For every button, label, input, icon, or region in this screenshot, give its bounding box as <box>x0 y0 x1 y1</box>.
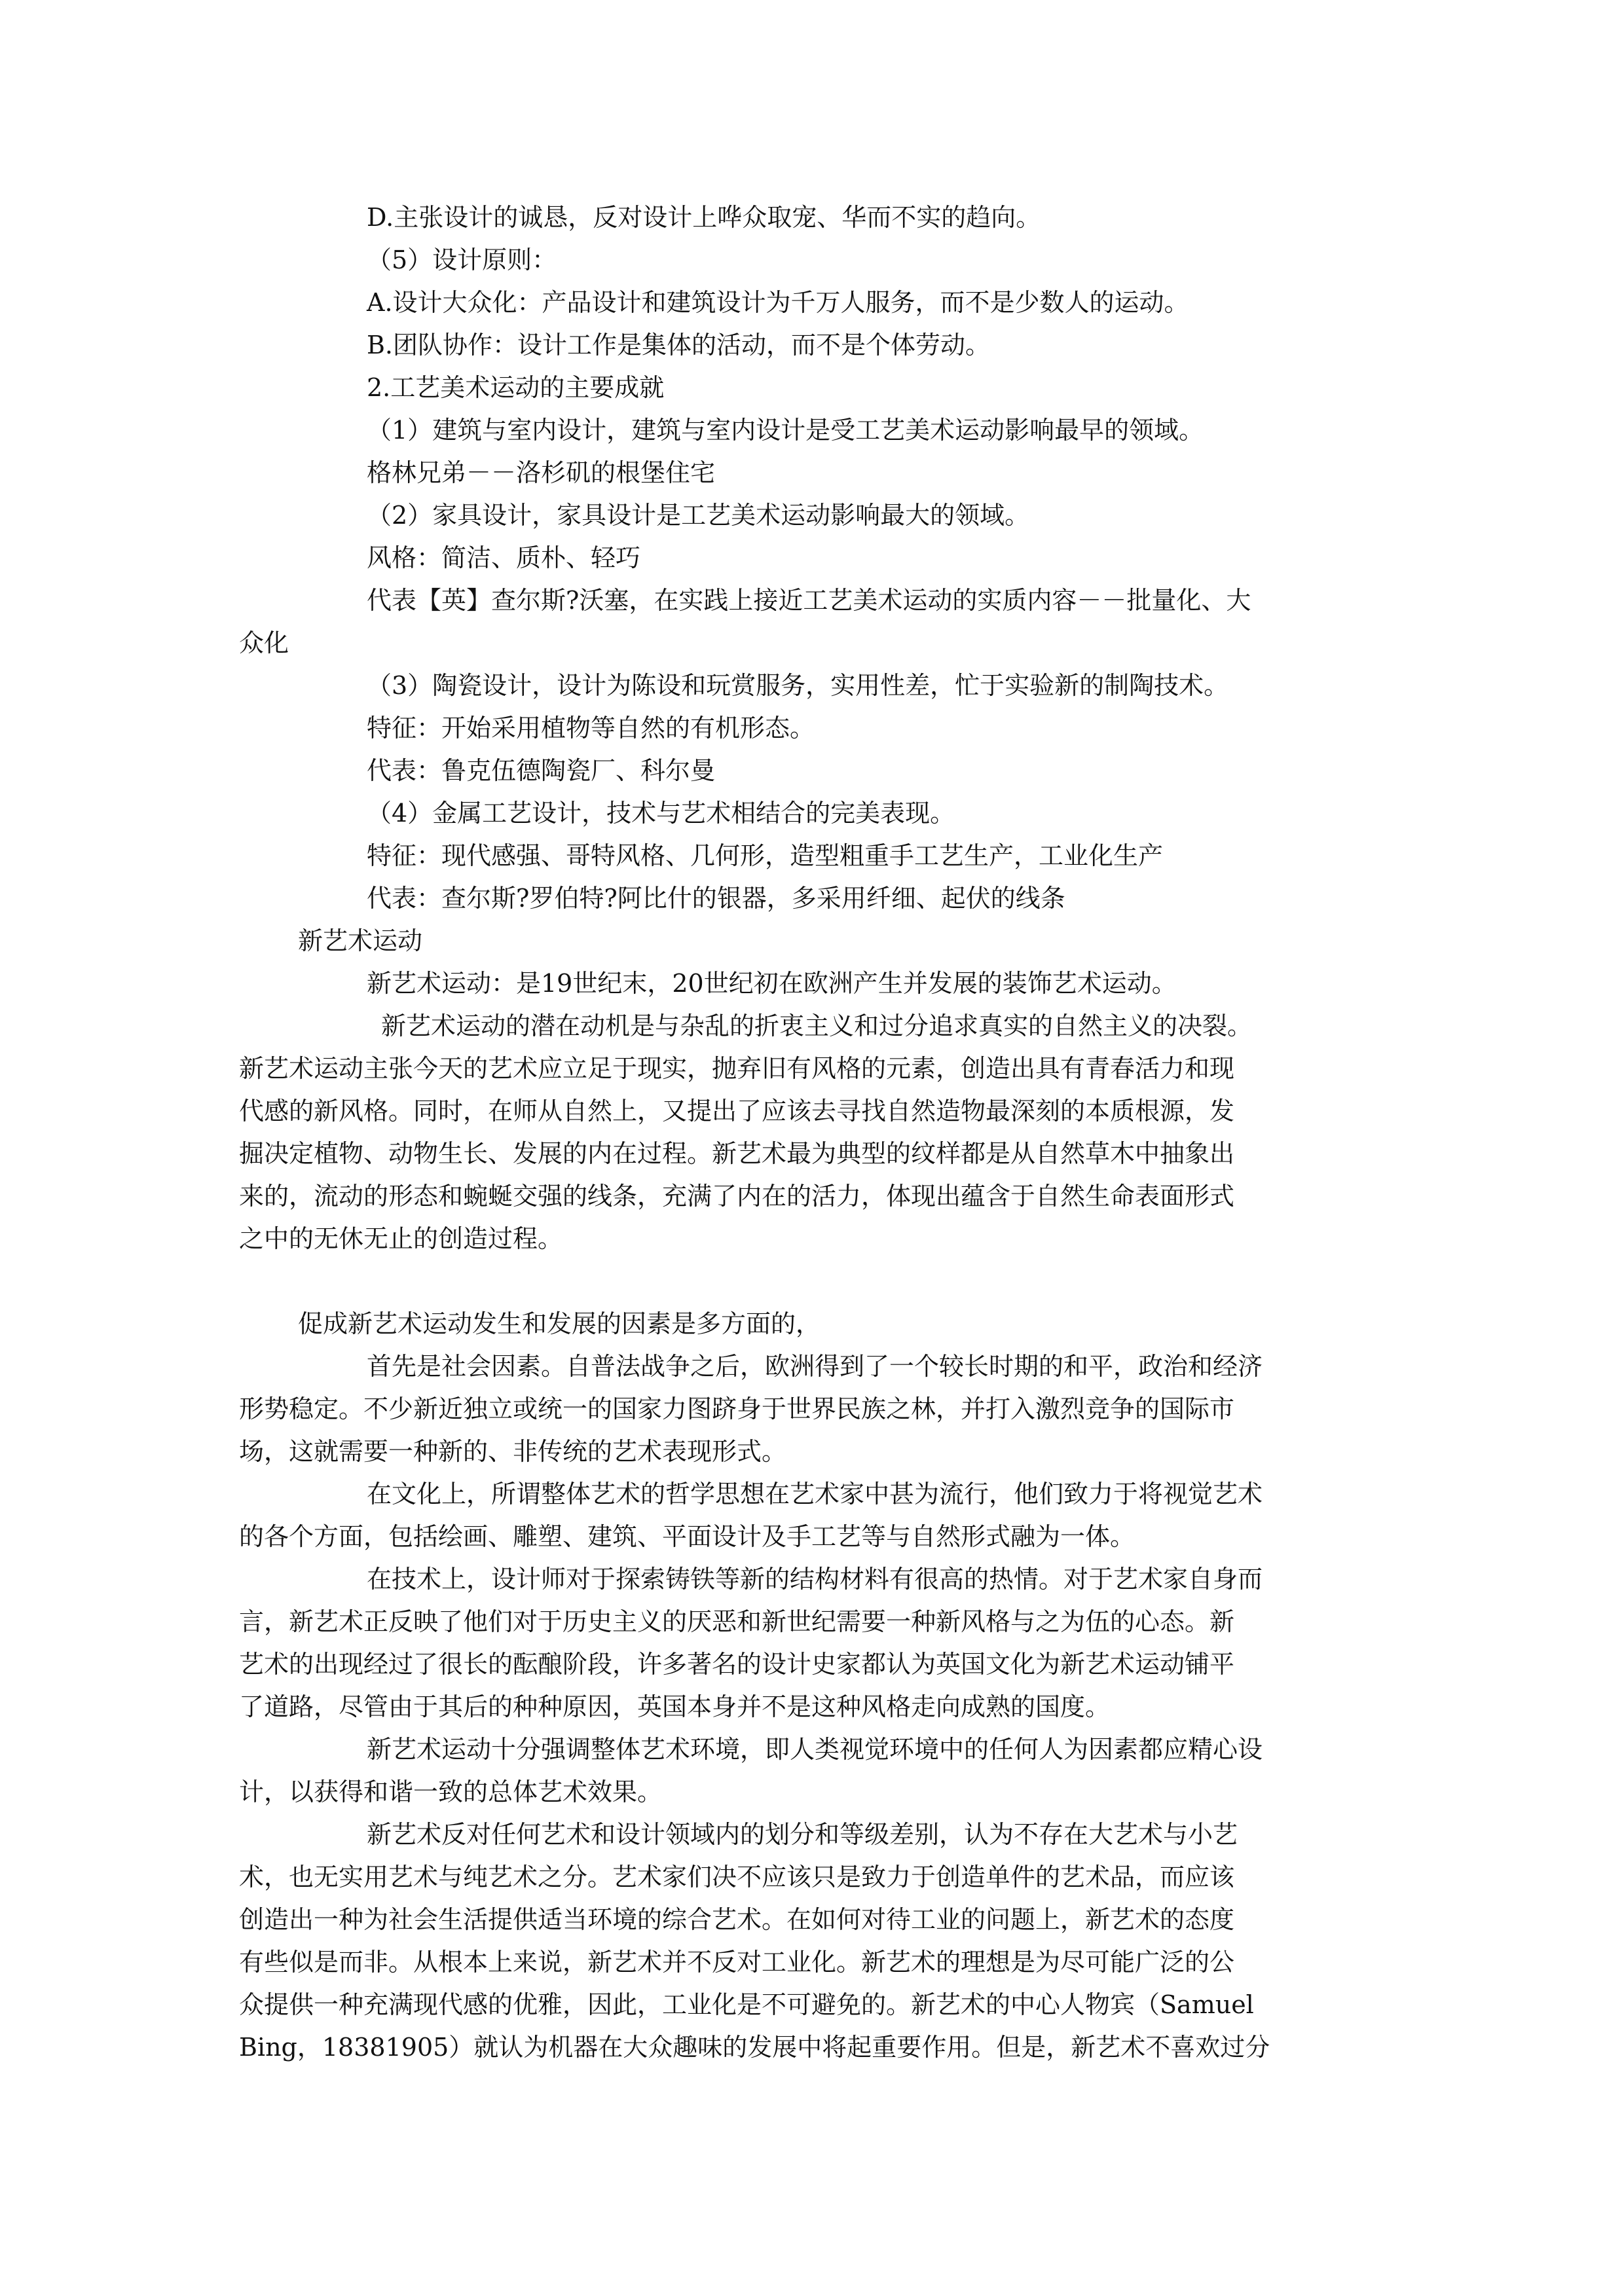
text-line: 首先是社会因素。自普法战争之后，欧洲得到了一个较长时期的和平，政治和经济 <box>367 1352 1263 1381</box>
text-line: 众提供一种充满现代感的优雅，因此，工业化是不可避免的。新艺术的中心人物宾（Samuel <box>239 1990 1254 2019</box>
text-line: 新艺术运动主张今天的艺术应立足于现实，抛弃旧有风格的元素，创造出具有青春活力和现 <box>239 1054 1235 1083</box>
text-line: 掘决定植物、动物生长、发展的内在过程。新艺术最为典型的纹样都是从自然草木中抽象出 <box>239 1139 1235 1168</box>
text-line: 代表【英】查尔斯?沃塞，在实践上接近工艺美术运动的实质内容－－批量化、大 <box>367 586 1251 615</box>
text-line: （1）建筑与室内设计，建筑与室内设计是受工艺美术运动影响最早的领域。 <box>367 416 1204 445</box>
text-line: Bing，18381905）就认为机器在大众趣味的发展中将起重要作用。但是，新艺术不喜欢过分 <box>239 2033 1270 2062</box>
text-line: （4）金属工艺设计，技术与艺术相结合的完美表现。 <box>367 799 955 828</box>
text-line: 在文化上，所谓整体艺术的哲学思想在艺术家中甚为流行，他们致力于将视觉艺术 <box>367 1480 1263 1508</box>
text-line: 促成新艺术运动发生和发展的因素是多方面的， <box>298 1309 821 1338</box>
text-line: 来的，流动的形态和蜿蜒交强的线条，充满了内在的活力，体现出蕴含于自然生命表面形式 <box>239 1182 1235 1211</box>
text-line: B.团队协作：设计工作是集体的活动，而不是个体劳动。 <box>367 331 991 359</box>
text-line: 风格：简洁、质朴、轻巧 <box>367 543 641 572</box>
text-line: 言，新艺术正反映了他们对于历史主义的厌恶和新世纪需要一种新风格与之为伍的心态。新 <box>239 1607 1235 1636</box>
text-line: 新艺术反对任何艺术和设计领域内的划分和等级差别，认为不存在大艺术与小艺 <box>367 1820 1238 1849</box>
text-line: 特征：现代感强、哥特风格、几何形，造型粗重手工艺生产，工业化生产 <box>367 841 1164 870</box>
text-line: 在技术上，设计师对于探索铸铁等新的结构材料有很高的热情。对于艺术家自身而 <box>367 1565 1263 1594</box>
text-line: D.主张设计的诚恳，反对设计上哗众取宠、华而不实的趋向。 <box>367 203 1041 232</box>
text-line: 代表：鲁克伍德陶瓷厂、科尔曼 <box>367 756 716 785</box>
text-line: 创造出一种为社会生活提供适当环境的综合艺术。在如何对待工业的问题上，新艺术的态度 <box>239 1905 1235 1934</box>
text-line: 的各个方面，包括绘画、雕塑、建筑、平面设计及手工艺等与自然形式融为一体。 <box>239 1522 1135 1551</box>
text-line: 有些似是而非。从根本上来说，新艺术并不反对工业化。新艺术的理想是为尽可能广泛的公 <box>239 1948 1235 1977</box>
text-line: 众化 <box>239 629 289 657</box>
text-line: 艺术的出现经过了很长的酝酿阶段，许多著名的设计史家都认为英国文化为新艺术运动铺平 <box>239 1650 1235 1679</box>
text-line: （2）家具设计，家具设计是工艺美术运动影响最大的领域。 <box>367 501 1030 530</box>
text-line: 形势稳定。不少新近独立或统一的国家力图跻身于世界民族之林，并打入激烈竞争的国际市 <box>239 1394 1235 1423</box>
text-line: 新艺术运动十分强调整体艺术环境，即人类视觉环境中的任何人为因素都应精心设 <box>367 1735 1263 1764</box>
section-heading: 新艺术运动 <box>298 926 423 955</box>
text-line: 格林兄弟－－洛杉矶的根堡住宅 <box>367 458 716 487</box>
text-line: A.设计大众化：产品设计和建筑设计为千万人服务，而不是少数人的运动。 <box>367 288 1189 317</box>
text-line: 新艺术运动的潜在动机是与杂乱的折衷主义和过分追求真实的自然主义的决裂。 <box>381 1011 1253 1040</box>
text-line: 特征：开始采用植物等自然的有机形态。 <box>367 714 815 742</box>
text-line: 新艺术运动：是19世纪末，20世纪初在欧洲产生并发展的装饰艺术运动。 <box>367 969 1177 998</box>
text-line: 计，以获得和谐一致的总体艺术效果。 <box>239 1777 663 1806</box>
text-line: 之中的无休无止的创造过程。 <box>239 1224 563 1253</box>
text-line: 代表：查尔斯?罗伯特?阿比什的银器，多采用纤细、起伏的线条 <box>367 884 1065 913</box>
text-line: 代感的新风格。同时，在师从自然上，又提出了应该去寻找自然造物最深刻的本质根源，发 <box>239 1097 1235 1125</box>
text-line: 术，也无实用艺术与纯艺术之分。艺术家们决不应该只是致力于创造单件的艺术品，而应该 <box>239 1863 1235 1891</box>
text-line: 2.工艺美术运动的主要成就 <box>367 373 665 402</box>
text-line: 场，这就需要一种新的、非传统的艺术表现形式。 <box>239 1437 787 1466</box>
text-line: （5）设计原则： <box>367 246 557 274</box>
text-line: （3）陶瓷设计，设计为陈设和玩赏服务，实用性差，忙于实验新的制陶技术。 <box>367 671 1229 700</box>
text-line: 了道路，尽管由于其后的种种原因，英国本身并不是这种风格走向成熟的国度。 <box>239 1692 1111 1721</box>
